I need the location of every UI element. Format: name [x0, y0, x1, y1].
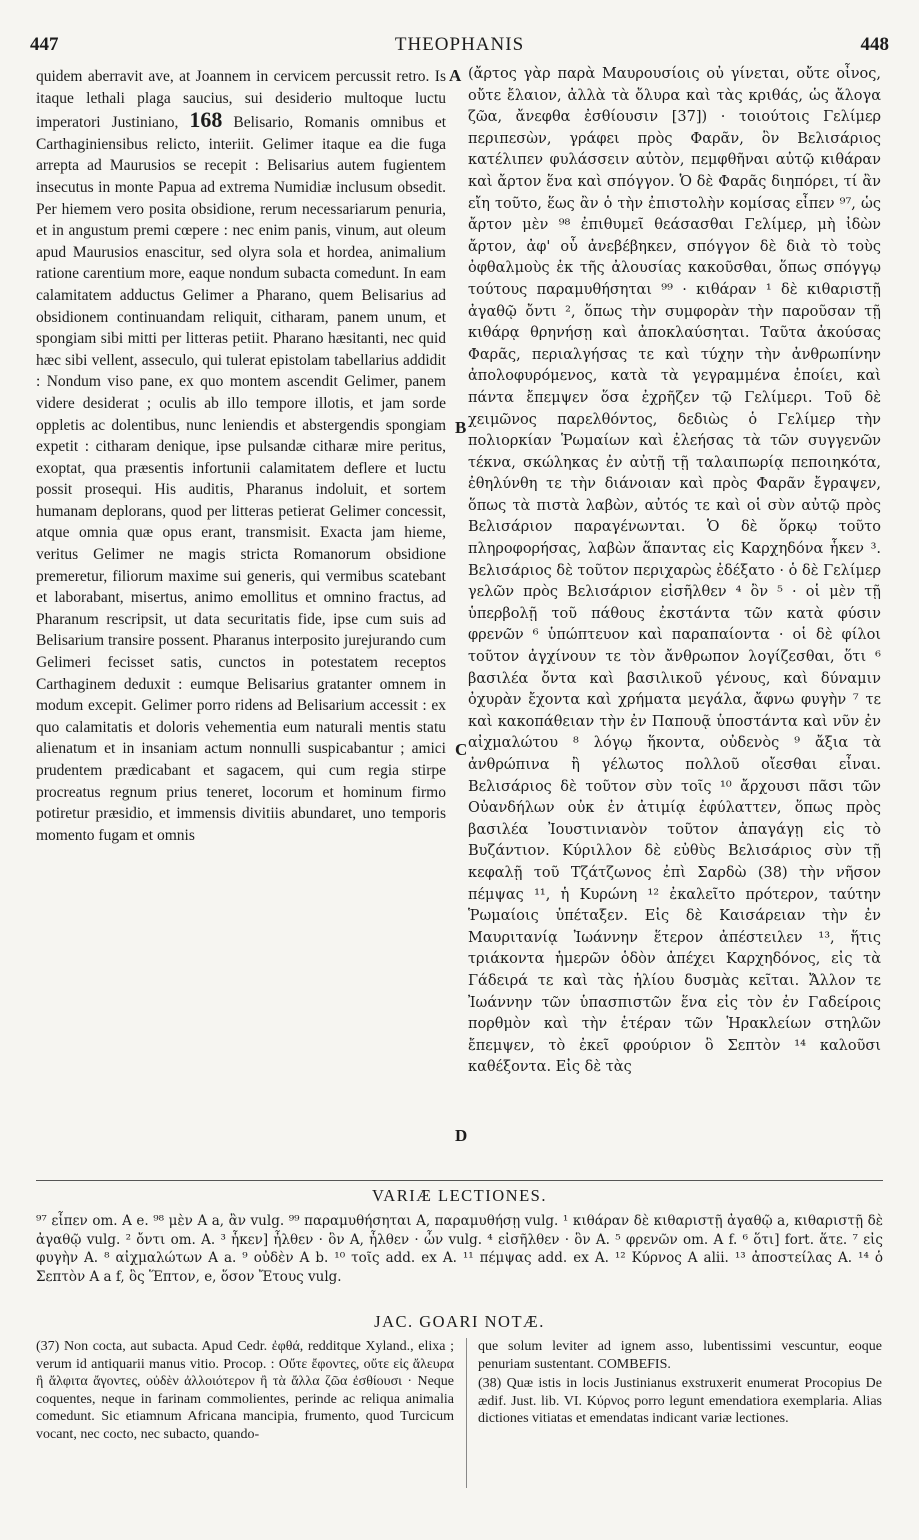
latin-column: [36, 66, 446, 846]
page-header: [30, 34, 889, 60]
greek-text: (ἄρτος γὰρ παρὰ Μαυρουσίοις οὐ γίνεται, οὔτε οἶνος, οὔτε ἔλαιον, ἀλλὰ τὰ ὄλυρα καὶ τὰς κριθάς, ὡς ἄλογα ζῶα, ἄνεφθα ἐσθίουσιν [37]) · τοιούτοις Γελίμερ περιπεσὼν, γράφει πρὸς Φαρᾶν, ὃν Βελισάριος κατέλιπεν φυλάσσειν αὐτὸν, πεμφθῆναι αὐτῷ κιθάραν καὶ ἄρτον ἕνα καὶ σπόγγον. Ὁ δὲ Φαρᾶς διηπόρει, τί ἂν εἴη τοῦτο, ἕως ἂν ὁ τὴν ἐπιστολὴν κομίσας εἶπεν ⁹⁷, ὡς ἄρτον μὲν ⁹⁸ ἐπιθυμεῖ θεάσασθαι Γελίμερ, μὴ ἰδὼν ἄρτον, ἀφ' οὗ ἀνεβέβηκεν, σπόγγον δὲ διὰ τὸ τοὺς ὀφθαλμοὺς ἐκ τῆς ἀλουσίας κακοῦσθαι, ὅπως σπόγγῳ τούτους παραμυθήσηται ⁹⁹ · κιθάραν ¹ δὲ κιθαριστῇ ἀγαθῷ ὄντι ², ὅπως τὴν συμφορὰν τὴν παροῦσαν τῇ κιθάρᾳ θρηνήσῃ καὶ ἀποκλαύσηται. Ταῦτα ἀκούσας Φαρᾶς, περιαλγήσας τε καὶ τύχην τὴν ἀνθρωπίνην ἀπολοφυρόμενος, κατὰ τὰ γεγραμμένα ἐποίει, καὶ πάντα ἔπεμψεν ὅσα ἐχρῆζεν τῷ Γελίμερι. Τοῦ δὲ χειμῶνος παρελθόντος, δεδιὼς ὁ Γελίμερ τὴν πολιορκίαν Ῥωμαίων καὶ ἐλεήσας τὰ τῶν συγγενῶν τέκνα, σκώληκας ἐν αὐτῇ τῇ ταλαιπωρίᾳ πεποιηκότα, ἐθηλύνθη τε τὴν διάνοιαν καὶ πρὸς Φαρᾶν ἔγραψεν, ὅπως τὰ πιστὰ λαβὼν, αὐτός τε καὶ οἱ σὺν αὐτῷ πρὸς Βελισάριον παραγένωνται. Ὁ δὲ ὅρκῳ τοῦτο πληροφορήσας, λαβὼν ἅπαντας εἰς Καρχηδόνα ἧκεν ³. Βελισάριος δὲ τοῦτον περιχαρὼς ἐδέξατο · ὁ δὲ Γελίμερ γελῶν πρὸς Βελισάριον εἰσῆλθεν ⁴ ὂν ⁵ · οἱ μὲν τῇ ὑπερβολῇ τοῦ πάθους ἐκστάντα τῶν κατὰ φύσιν φρενῶν ⁶ ὑπώπτευον καὶ παραπαίοντα · οἱ δὲ φίλοι τοῦτον ἀγχίνουν τε τὸν ἄνθρωπον λογίζεσθαι, ὅτι ⁶ βασιλέα ὄντα καὶ βασιλικοῦ γένους, καὶ δύναμιν ὀχυρὰν ἔχοντα καὶ χρήματα μεγάλα, ἄφνω φυγὴν ⁷ τε καὶ κακοπάθειαν τὴν ἐν Παπουᾷ ὑποστάντα καὶ νῦν ἐν αἰχμαλώτου ⁸ λόγῳ ἥκοντα, οὐδενὸς ⁹ ἄξια τὰ ἀνθρώπινα ἢ γέλωτος πολλοῦ οἴεσθαι εἶναι. Βελισάριος δὲ τοῦτον σὺν τοῖς ¹⁰ ἄρχουσι πᾶσι τῶν Οὐανδήλων οὐκ ἐν ἀτιμίᾳ ἐφύλαττεν, ὅπως πρὸς βασιλέα Ἰουστινιανὸν τοῦτον ἀπαγάγῃ εἰς τὸ Βυζάντιον. Κύριλλον δὲ εὐθὺς Βελισάριος σὺν τῇ κεφαλῇ τοῦ Τζάτζωνος ἐπὶ Σαρδὼ (38) τὴν νῆσον πέμψας ¹¹, ἡ Κυρώνη ¹² ἐκαλεῖτο πρότερον, ταύτην Ῥωμαίοις ὑπέταξεν. Εἰς δὲ Καισάρειαν τὴν ἐν Μαυριτανίᾳ Ἰωάννην ἕτερον ἀπέστειλεν ¹³, ἥτις τριάκοντα ἡμερῶν ὁδὸν ἀπέχει Καρχηδόνος, εἰς τὰ Γάδειρά τε καὶ τὰς ἡλίου δυσμὰς κεῖται. Ἄλλον τε Ἰωάννην τῶν ὑπασπιστῶν ἕνα εἰς τὸν ἐν Γαδείροις πορθμὸν καὶ τὴν ἑτέραν τῶν Ἡρακλείων στηλῶν ἔπεμψεν, τὸ ἐκεῖ φρούριον ὃ Σεπτὸν ¹⁴ καλοῦσι καθέξοντα. Εἰς δὲ τὰς: [468, 66, 881, 1076]
section-divider: [36, 1180, 883, 1181]
note-38: (38) Quæ istis in locis Justinianus exstruxerit enumerat Procopius De ædif. Just. lib. VI. Κύρνος porro legunt emendatiora exemplaria. Alias dictiones vitiatas et emendatas indicant variæ lectiones.: [478, 1376, 882, 1427]
page-number-left: 447: [30, 34, 59, 55]
notes-right-column: [478, 1338, 882, 1430]
section-marker-a: A: [449, 66, 462, 85]
running-head: THEOPHANIS: [394, 34, 525, 55]
margin-number-168: 168: [189, 107, 223, 133]
variae-lectiones-text: ⁹⁷ εἶπεν om. A e. ⁹⁸ μὲν A a, ἂν vulg. ⁹⁹ παραμυθήσηται A, παραμυθήσῃ vulg. ¹ κιθάραν δὲ κιθαριστῇ ἀγαθῷ a, κιθαριστῇ δὲ ἀγαθῷ vulg. ² ὄντι om. A. ³ ἧκεν] ἦλθεν · ὃν A, ἦλθεν · ὧν vulg. ⁴ εἰσῆλθεν · ὃν A. ⁵ φρενῶν om. A f. ⁶ ὅτι] fort. ἅτε. ⁷ εἰς φυγὴν A. ⁸ αἰχμαλώτων A a. ⁹ οὐδὲν A b. ¹⁰ τοῖς add. ex A. ¹¹ πέμψας add. ex A. ¹² Κύρνος A alii. ¹³ ἀποστείλας A. ¹⁴ ὁ Σεπτὸν A a f, ὃς Ἕπτον, e, ὅσον Ἔτους vulg.: [36, 1213, 883, 1285]
section-marker-c: C: [455, 740, 468, 759]
section-marker-b: B: [455, 418, 467, 437]
section-marker-d: D: [455, 1126, 468, 1145]
notes-left-column: [36, 1338, 454, 1446]
note-37-continued: que solum leviter ad ignem asso, lubentissimi vescuntur, eoque penuriam sustentant. COMBEFIS.: [478, 1339, 882, 1372]
latin-text-part2: Belisario, Romanis omnibus et Carthaginiensibus relicto, interiit. Gelimer itaque ea die fuga arrepta ad Maurusios se recepit : Belisarius autem fugientem insecutus in monte Papua ad extrema Numidiæ inclusum obsedit. Per hiemem vero posita obsidione, rerum necessariarum penuria, et in angustum premi cœpere : nec enim panis, vinum, aut oleum apud Maurusios enascitur, sed olyra sola et hordea, animalium ratione carentium more, eaque nondum subacta comedunt. In eam calamitatem adductus Gelimer a Pharano, quem Belisarius ad obsidionem continuandam reliquit, citharam, panem unum, et spongiam sibi mitti per litteras petiit. Pharano hæsitanti, nec quid hæc sibi vellent, asseculo, qui tulerat epistolam tabellarius addidit : Nondum viso pane, ex quo montem ascendit Gelimer, panem videre desiderat ; oculis ab illo tempore illotis, et jam sorde oppletis ac dolentibus, nunc leniendis et abstergendis spongiam expetit : citharam denique, ipse pulsandæ citharæ mire peritus, exoptat, qua præsentis infortunii calamitatem deflere et luctu possit prosequi. His auditis, Pharanus indoluit, et sortem humanam deplorans, quod per litteras petierat Gelimer concessit, atque omnia quæ opus erant, transmisit. Exacta jam hieme, veritus Gelimer ne magis stricta Romanorum obsidione premeretur, filiorum maxime sui generis, qui vermibus scatebant et laborabant, misertus, animo emollitus et omnino fractus, ad Pharanum rescripsit, ut data securitatis fide, ipse cum suis ad Belisarium transire possent. Pharanus interposito jurejurando cum Gelimeri fecisset satis, cunctos in potestatem receptos Carthaginem deduxit : eumque Belisarius gratanter omnem in modum excepit. Gelimer porro ridens ad Belisarium accessit : ex quo calamitatis et doloris vehementia eum naturali mentis statu alienatum et in insaniam actum nonnulli suspicabantur ; amici prudentem prædicabant et sagacem, qui cum regia stirpe procreatus regnum prius teneret, locorum et hominum firmo potiretur præsidio, et immensis divitiis abundaret, uno temporis momento fugam et omnis: [36, 114, 447, 844]
page-number-right: 448: [860, 34, 889, 55]
variae-lectiones-title: VARIÆ LECTIONES.: [372, 1186, 547, 1205]
greek-column: [468, 64, 881, 1079]
latin-text-part1: quidem aberravit ave, at Joannem in cervicem percussit retro. Is itaque lethali plaga saucius, sui desiderio multoque luctu imperatori Justiniano,: [36, 68, 446, 132]
latin-text: [36, 66, 446, 846]
notes-column-divider: [466, 1338, 467, 1488]
notae-title: JAC. GOARI NOTÆ.: [374, 1312, 545, 1331]
note-37: (37) Non cocta, aut subacta. Apud Cedr. ἐφθά, redditque Xyland., elixa ; verum id antiquarii manus vitio. Procop. : Οὔτε ἔφοντες, οὔτε εἰς ἄλευρα ἢ ἄλφιτα ἄγοντες, οὐδὲν ἀλλοιότερον ἢ τὰ ἄλλα ζῶα ἐσθίουσι · Neque coquentes, neque in farinam commolientes, perinde ac reliqua animalia comedunt. Sic etiamnum Africana mancipia, frumento, quod Turcicum vocant, nec cocto, nec subacto, quando-: [36, 1339, 454, 1442]
